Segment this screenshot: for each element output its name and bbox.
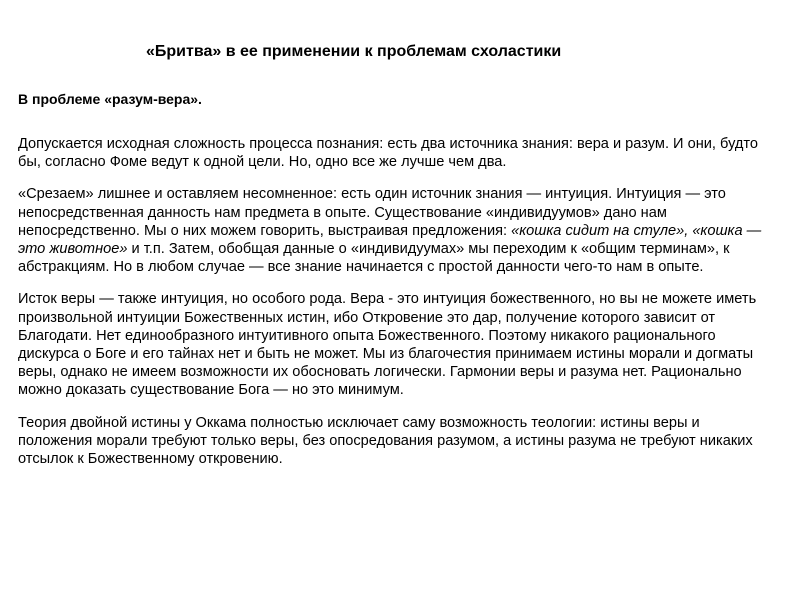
paragraph-intuition <box>18 185 762 276</box>
slide-subtitle: В проблеме «разум-вера». <box>18 91 202 107</box>
paragraph-intuition-examples: «кошка сидит на стуле», «кошка — это животное» <box>18 222 762 258</box>
paragraph-double-truth: Теория двойной истины у Оккама полностью исключает саму возможность теологии: истины веры и положения морали требуют только веры, без опосредования разумом, а истины разума не требуют никаких отсылок к Божественному откровению. <box>18 414 753 468</box>
paragraph-two-sources: Допускается исходная сложность процесса познания: есть два источника знания: вера и разум. И они, будто бы, согласно Фоме ведут к одной цели. Но, одно все же лучше чем два. <box>18 136 759 171</box>
paragraph-faith-source: Исток веры — также интуиция, но особого рода. Вера - это интуиция божественного, но вы не можете иметь произвольной интуиции Божественных истин, ибо Откровение это дар, получение которого зависит от Благодати. Нет единообразного интуитивного опыта Божественного. Поэтому никакого рационального дискурса о Боге и его тайнах нет и быть не может. Мы из благочестия принимаем истины морали и догматы веры, однако не имеем возможности их обосновать логически. Гармонии веры и разума нет. Рационально можно доказать существование Бога — но это минимум. <box>18 291 757 399</box>
slide-title: «Бритва» в ее применении к проблемам схоластики <box>146 43 562 60</box>
slide-body <box>18 135 762 482</box>
paragraph-intuition-start: «Срезаем» лишнее и оставляем несомненное: есть один источник знания — интуиция. Интуиция — это непосредственная данность нам предмета в опыте. Существование «индивидуумов» дано нам непосредственно. Мы о них можем говорить, выстраивая предложения: <box>18 186 726 239</box>
paragraph-intuition-end: и т.п. Затем, обобщая данные о «индивидуумах» мы переходим к «общим терминам», к абстракциям. Но в любом случае — все знание начинается с простой данности чего-то нам в опыте. <box>18 241 730 276</box>
